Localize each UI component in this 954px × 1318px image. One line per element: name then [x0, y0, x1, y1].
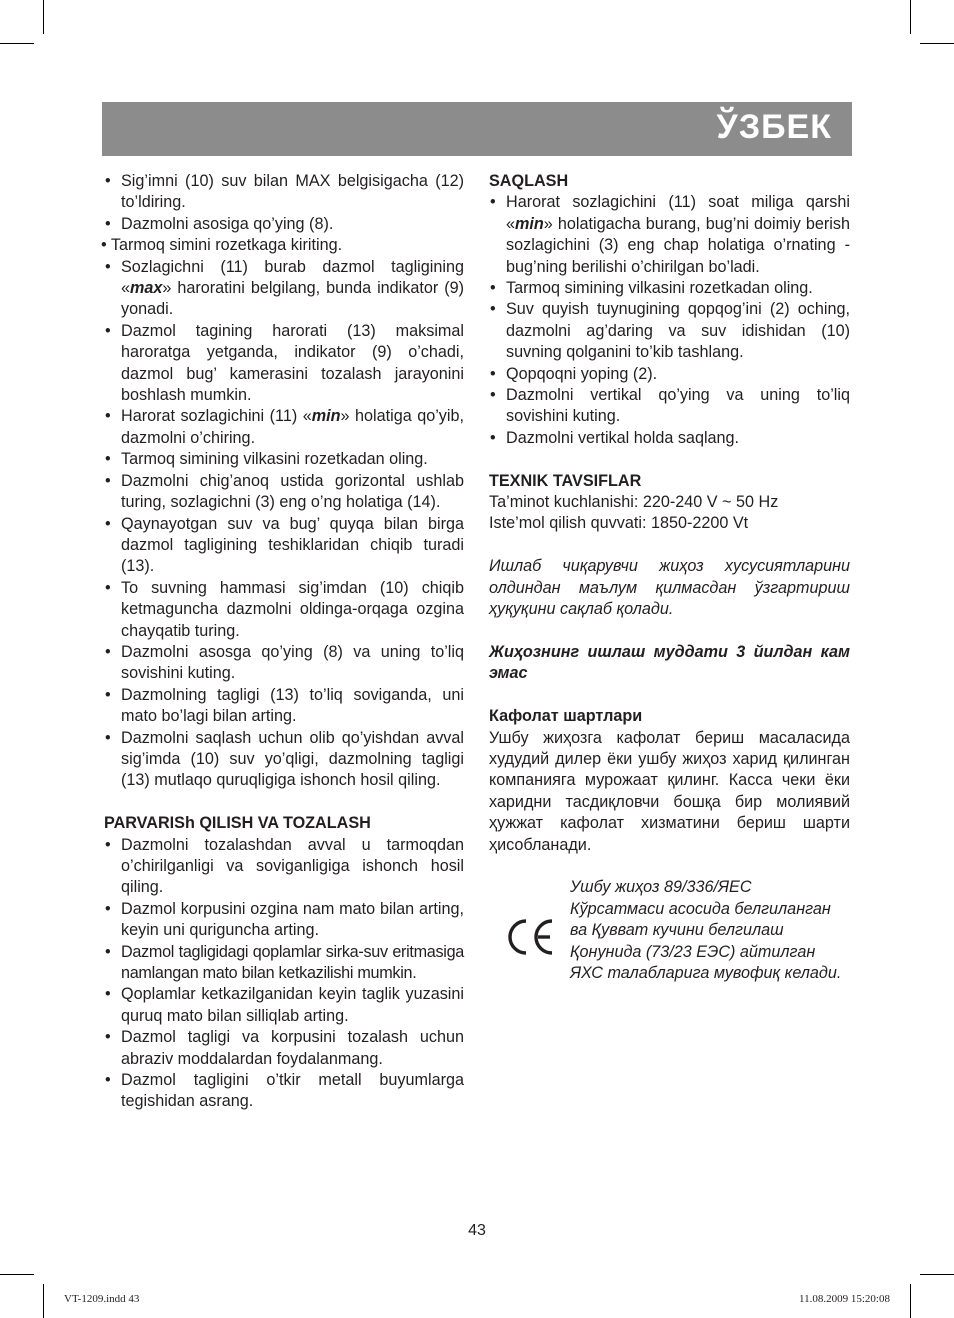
list-item: • Tarmoq simining vilkasini rozetkadan oling.	[104, 449, 464, 470]
list-item: • Dazmolni asosga qo’ying (8) va uning to’liq sovishini kuting.	[104, 642, 464, 685]
ce-compliance-block	[489, 877, 850, 1017]
list-item: • Sozlagichni (11) burab dazmol tagligining «max» haroratini belgilang, bunda indikator (9) yonadi.	[104, 257, 464, 321]
right-column	[489, 171, 850, 1017]
crop-mark	[910, 0, 911, 34]
list-item: • Harorat sozlagichini (11) «min» holatiga qo’yib, dazmolni o’chiring.	[104, 406, 464, 449]
specs-heading: TEXNIK TAVSIFLAR	[489, 471, 642, 490]
list-item: • Dazmol tagligi va korpusini tozalash uchun abraziv moddalardan foydalanmang.	[104, 1027, 464, 1070]
list-item: • Dazmol tagining harorati (13) maksimal haroratga yetganda, indikator (9) o’chadi, dazmol bug’ kamerasini tozalash jarayonini boshlash mumkin.	[104, 321, 464, 407]
list-item: • Sig’imni (10) suv bilan MAX belgisigacha (12) to’ldiring.	[104, 171, 464, 214]
crop-mark	[43, 0, 44, 34]
list-item: • Dazmolni vertikal holda saqlang.	[489, 428, 850, 449]
list-item: • Qopqoqni yoping (2).	[489, 364, 850, 385]
list-item: • Tarmoq simini rozetkaga kiriting.	[101, 236, 343, 255]
list-item: • Dazmol tagligini o’tkir metall buyumlarga tegishidan asrang.	[104, 1070, 464, 1113]
crop-mark	[920, 43, 954, 44]
max-mode-label: max	[130, 279, 163, 298]
list-item: • Dazmol korpusini ozgina nam mato bilan arting, keyin uni quriguncha arting.	[104, 899, 464, 942]
list-item: • To suvning hammasi sig’imdan (10) chiqib ketmaguncha dazmolni oldinga-orqaga ozgina chayqatib turing.	[104, 578, 464, 642]
list-item: • Qaynayotgan suv va bug’ quyqa bilan birga dazmol tagligining teshiklaridan chiqib turadi (13).	[104, 514, 464, 578]
crop-mark	[0, 43, 34, 44]
language-header-band	[102, 102, 852, 156]
crop-mark	[910, 1284, 911, 1318]
storage-list	[489, 192, 850, 449]
crop-mark	[920, 1274, 954, 1275]
language-title: ЎЗБЕК	[716, 108, 832, 146]
instruction-list	[101, 171, 464, 792]
list-item: • Dazmolni tozalashdan avval u tarmoqdan o’chirilganligi va soviganligiga ishonch hosil qiling.	[104, 835, 464, 899]
crop-mark	[43, 1284, 44, 1318]
list-item: • Suv quyish tuynugining qopqog’ini (2) oching, dazmolni ag’daring va suv idishidan (10) suvning qolganini to’kib tashlang.	[489, 299, 850, 363]
warranty-heading: Кафолат шартлари	[489, 707, 643, 726]
care-heading: PARVARISh QILISH VA TOZALASH	[104, 814, 371, 833]
list-item: • Dazmolning tagligi (13) to’liq soviganda, uni mato bo’lagi bilan arting.	[104, 685, 464, 728]
ce-mark-icon	[505, 917, 555, 957]
footer-file-info: VT-1209.indd 43	[64, 1293, 140, 1305]
care-list	[104, 835, 464, 1113]
list-item: • Dazmolni asosiga qo’ying (8).	[104, 214, 464, 235]
service-life-note: Жиҳознинг ишлаш муддати 3 йилдан кам эмас	[489, 642, 850, 683]
list-item: • Harorat sozlagichini (11) soat miliga qarshi «min» holatigacha burang, bug’ni doimiy berish sozlagichini (3) eng chap holatiga o’rnating - bug’ning berilishi o’chirilgan bo’ladi.	[489, 192, 850, 278]
spec-line: Iste’mol qilish quvvati: 1850-2200 Vt	[489, 514, 749, 533]
ce-compliance-text: Ушбу жиҳоз 89/336/ЯЕС Кўрсатмаси асосида белгиланган ва Қувват кучини белгилаш Қонунида (73/23 ЕЭС) айтилган ЯХС талабларига мувофиқ келади.	[570, 878, 842, 982]
list-item: • Qoplamlar ketkazilganidan keyin taglik yuzasini quruq mato bilan silliqlab arting.	[104, 984, 464, 1027]
spec-line: Ta’minot kuchlanishi: 220-240 V ~ 50 Hz	[489, 493, 779, 512]
footer-timestamp: 11.08.2009 15:20:08	[799, 1293, 890, 1305]
list-item: • Dazmolni vertikal qo’ying va uning to’liq sovishini kuting.	[489, 385, 850, 428]
page-number: 43	[468, 1222, 486, 1239]
list-item: • Dazmol tagligidagi qoplamlar sirka-suv eritmasiga namlangan mato bilan ketkazilishi mumkin.	[104, 942, 464, 985]
storage-heading: SAQLASH	[489, 172, 569, 190]
list-item: • Tarmoq simining vilkasini rozetkadan oling.	[489, 278, 850, 299]
warranty-text: Ушбу жиҳозга кафолат бериш масаласида худудий дилер ёки ушбу жиҳоз харид қилинган компанияга мурожаат қилинг. Касса чеки ёки харидни тасдиқловчи бошқа бир молиявий ҳужжат кафолат хизматини бериш шарти ҳисобланади.	[489, 728, 850, 854]
list-item: • Dazmolni chig’anoq ustida gorizontal ushlab turing, sozlagichni (3) eng o’ng holatiga (14).	[104, 471, 464, 514]
list-item: • Dazmolni saqlash uchun olib qo’yishdan avval sig’imda (10) suv yo’qligi, dazmolning tagligi (13) mutlaqo quruqligiga ishonch hosil qiling.	[104, 728, 464, 792]
min-mode-label: min	[515, 214, 544, 233]
manufacturer-note: Ишлаб чиқарувчи жиҳоз хусусиятларини олдиндан маълум қилмасдан ўзгартириш ҳуқуқини сақлаб қолади.	[489, 557, 850, 619]
left-column	[101, 171, 464, 1113]
min-mode-label: min	[311, 407, 341, 426]
crop-mark	[0, 1274, 34, 1275]
